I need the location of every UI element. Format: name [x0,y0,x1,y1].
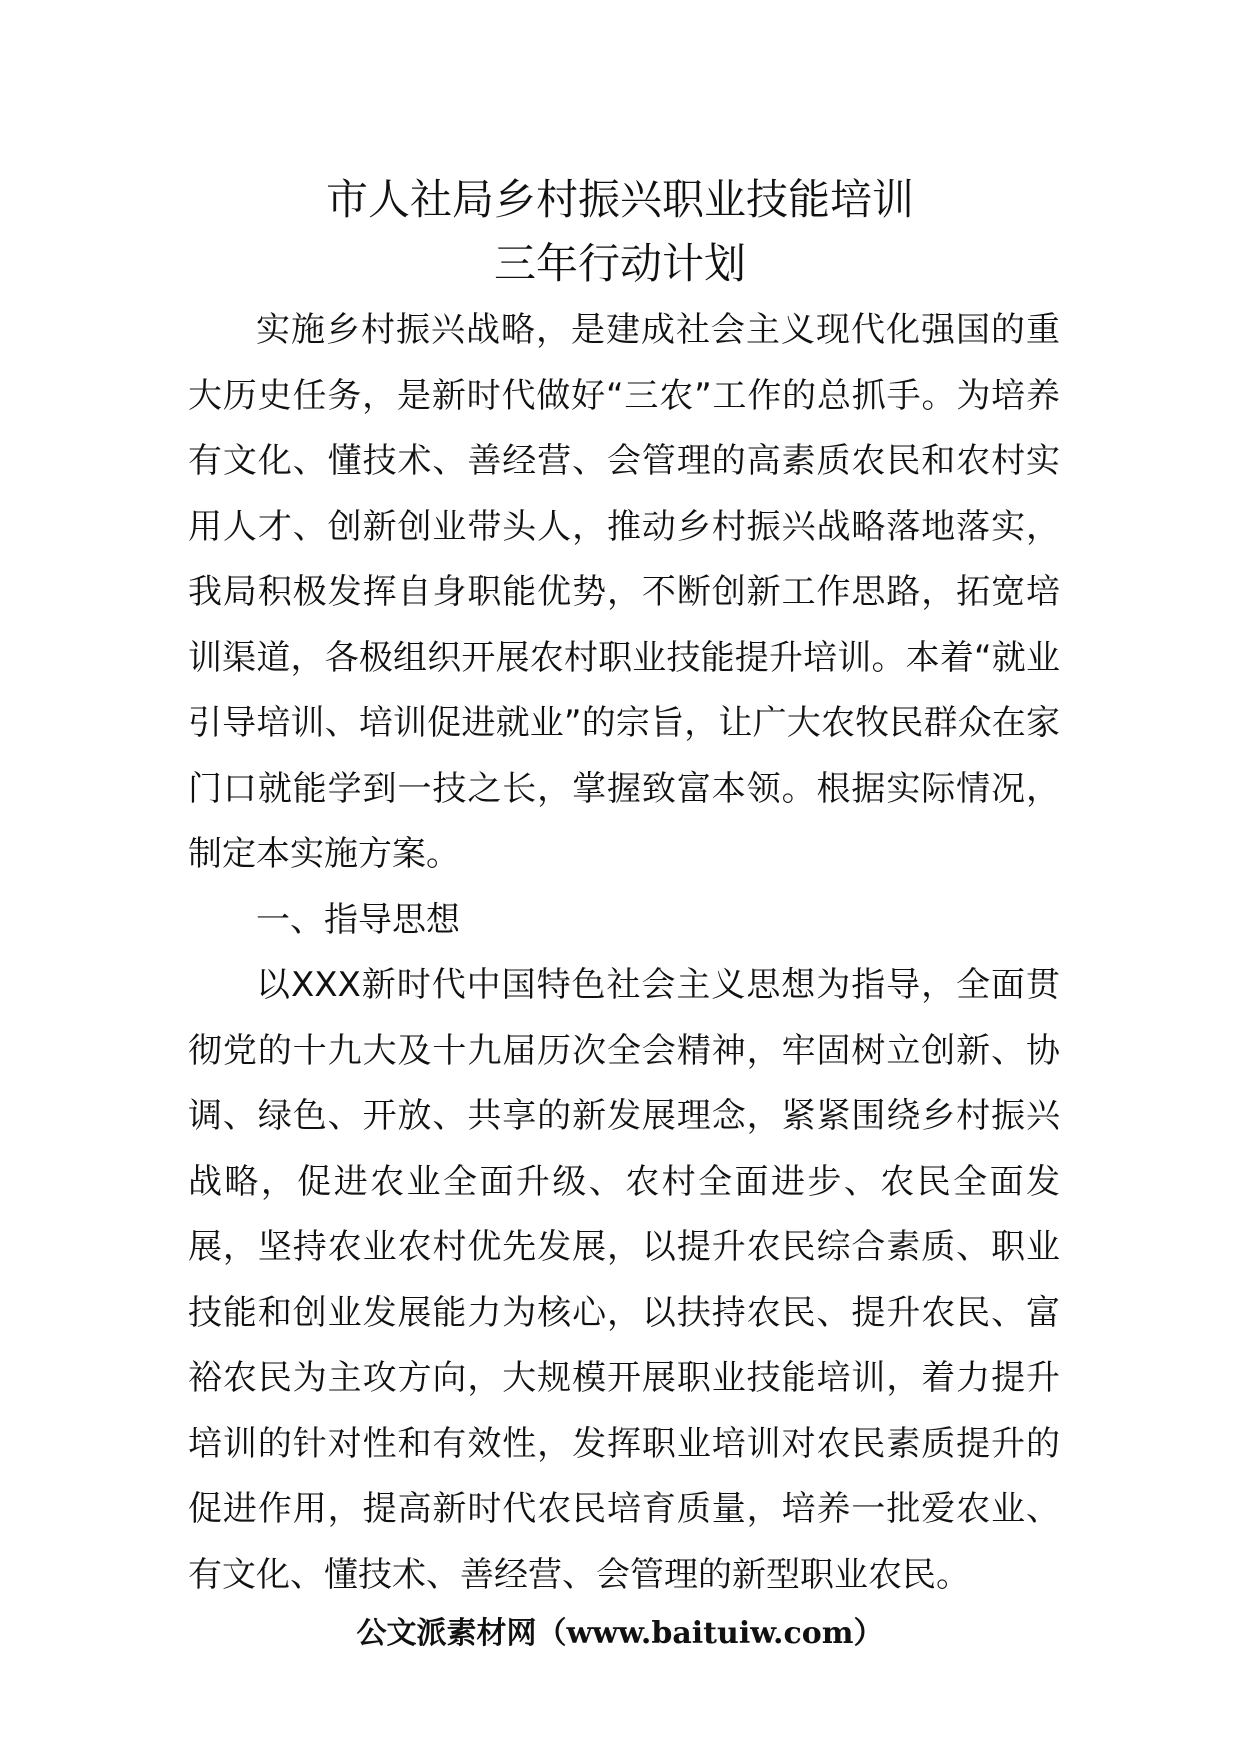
document-body [188,298,1060,1608]
title-line-1: 市人社局乡村振兴职业技能培训 [325,175,914,224]
footer-watermark: 公文派素材网（www.baituiw.com） [356,1616,884,1651]
document-title [0,168,1240,296]
section-heading-guiding-ideology: 一、指导思想 [256,899,460,940]
guiding-ideology-paragraph: 以XXX新时代中国特色社会主义思想为指导，全面贯彻党的十九大及十九届历次全会精神，牢固树立创新、协调、绿色、开放、共享的新发展理念，紧紧围绕乡村振兴战略，促进农业全面升级、农村全面进步、农民全面发展，坚持农业农村优先发展，以提升农民综合素质、职业技能和创业发展能力为核心，以扶持农民、提升农民、富裕农民为主攻方向，大规模开展职业技能培训，着力提升培训的针对性和有效性，发挥职业培训对农民素质提升的促进作用，提高新时代农民培育质量，培养一批爱农业、有文化、懂技术、善经营、会管理的新型职业农民。 [188,965,1060,1595]
title-line-2: 三年行动计划 [493,239,746,288]
intro-paragraph: 实施乡村振兴战略，是建成社会主义现代化强国的重大历史任务，是新时代做好“三农”工作的总抓手。为培养有文化、懂技术、善经营、会管理的高素质农民和农村实用人才、创新创业带头人，推动乡村振兴战略落地落实，我局积极发挥自身职能优势，不断创新工作思路，拓宽培训渠道，各极组织开展农村职业技能提升培训。本着“就业引导培训、培训促进就业”的宗旨，让广大农牧民群众在家门口就能学到一技之长，掌握致富本领。根据实际情况，制定本实施方案。 [188,310,1060,874]
